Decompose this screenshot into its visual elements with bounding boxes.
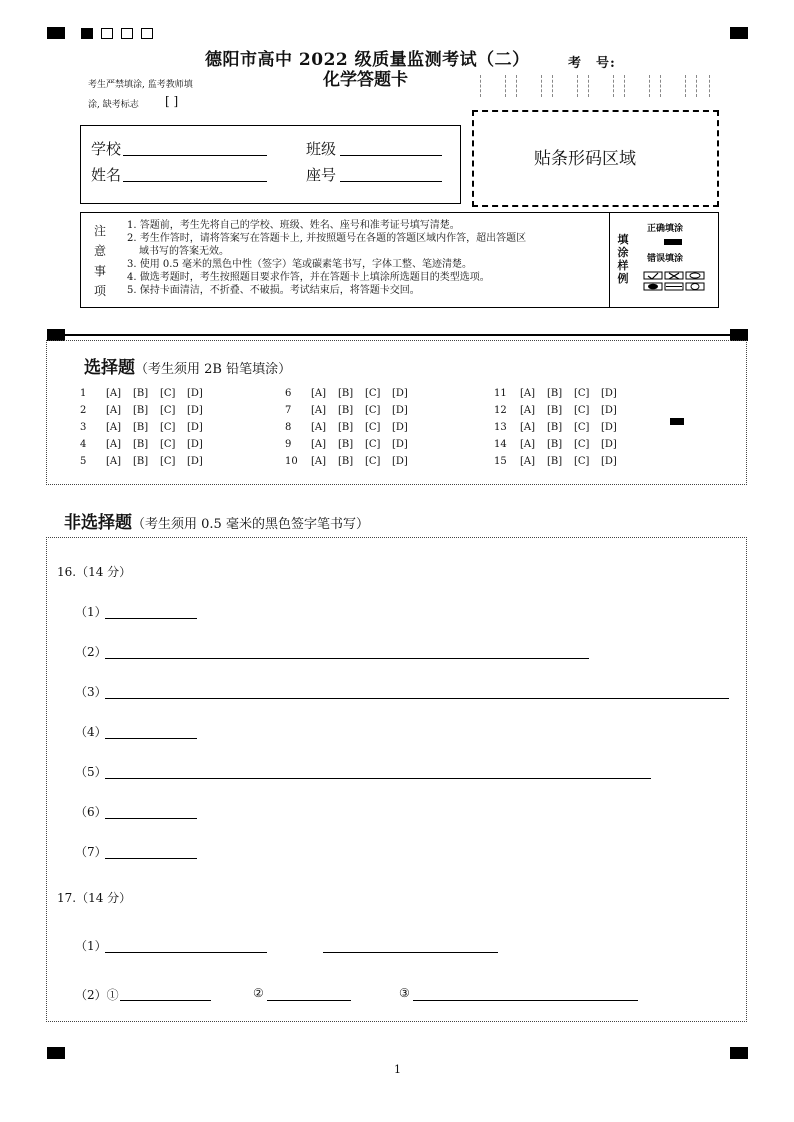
mc-question-row: [80, 456, 214, 467]
mc-option-bubble[interactable]: [C]: [574, 439, 590, 450]
school-field[interactable]: [123, 155, 267, 156]
mc-option-bubble[interactable]: [B]: [133, 456, 149, 467]
q17-part1-answer-a[interactable]: [105, 952, 267, 953]
mc-question-row: [494, 456, 628, 467]
class-field[interactable]: [340, 155, 442, 156]
mc-question-number: 2: [80, 405, 87, 416]
q17-part2-answer-1[interactable]: [120, 1000, 211, 1001]
mc-question-number: 7: [285, 405, 292, 416]
multiple-choice-section: [46, 340, 747, 485]
mc-question-number: 13: [494, 422, 507, 433]
mc-option-bubble[interactable]: [D]: [187, 439, 203, 450]
mc-option-bubble[interactable]: [C]: [365, 388, 381, 399]
q16-part4-answer[interactable]: [105, 738, 197, 739]
mc-option-bubble[interactable]: [D]: [601, 388, 617, 399]
q17-heading: 17.（14 分）: [57, 891, 132, 905]
notice-item-5: 5. 保持卡面清洁，不折叠、不破损。考试结束后，将答题卡交回。: [127, 285, 420, 296]
mc-question-number: 15: [494, 456, 507, 467]
mc-question-number: 9: [285, 439, 292, 450]
mc-option-bubble[interactable]: [B]: [547, 388, 563, 399]
page-number: 1: [394, 1063, 401, 1076]
mc-option-bubble[interactable]: [D]: [601, 456, 617, 467]
mc-question-number: 3: [80, 422, 87, 433]
mc-option-bubble[interactable]: [A]: [311, 388, 327, 399]
wrong-fill-label: 错误填涂: [647, 254, 684, 264]
registration-square-1: [101, 28, 113, 39]
q16-part2-label: （2）: [75, 645, 107, 659]
mc-option-bubble[interactable]: [D]: [392, 388, 408, 399]
q16-part5-answer[interactable]: [105, 778, 651, 779]
teacher-note-line1: 考生严禁填涂, 监考教师填: [88, 80, 193, 90]
mc-question-number: 11: [494, 388, 507, 399]
mc-option-bubble[interactable]: [B]: [133, 439, 149, 450]
mc-option-bubble[interactable]: [D]: [187, 422, 203, 433]
mc-option-bubble[interactable]: [A]: [311, 456, 327, 467]
wrong-fill-samples: [643, 271, 709, 293]
exam-title: 德阳市高中 2022 级质量监测考试（二）: [205, 50, 530, 70]
q17-part2-answer-3[interactable]: [413, 1000, 638, 1001]
name-field[interactable]: [123, 181, 267, 182]
mc-question-row: [285, 456, 419, 467]
mc-question-row: [285, 422, 419, 433]
teacher-note-line2: 涂, 缺考标志: [88, 100, 139, 110]
mc-question-row: [80, 388, 214, 399]
registration-mark-top-small: [81, 28, 93, 39]
notice-item-3: 3. 使用 0.5 毫米的黑色中性（签字）笔或碳素笔书写，字体工整、笔迹清楚。: [127, 259, 472, 270]
mc-option-bubble[interactable]: [C]: [160, 456, 176, 467]
q16-part4-label: （4）: [75, 725, 107, 739]
mc-question-row: [80, 405, 214, 416]
mc-question-row: [494, 405, 628, 416]
mc-question-row: [494, 422, 628, 433]
seat-label: 座号: [306, 166, 337, 184]
class-label: 班级: [306, 140, 337, 158]
subject-title: 化学答题卡: [323, 70, 408, 90]
registration-mark-bottom-right: [730, 1047, 748, 1059]
q16-part3-answer[interactable]: [105, 698, 729, 699]
mc-option-bubble[interactable]: [C]: [160, 422, 176, 433]
school-label: 学校: [91, 140, 122, 158]
mc-question-number: 8: [285, 422, 292, 433]
mc-option-bubble[interactable]: [C]: [574, 388, 590, 399]
mc-option-bubble[interactable]: [B]: [338, 422, 354, 433]
notice-item-2: 2. 考生作答时，请将答案写在答题卡上, 并按照题号在各题的答题区域内作答，超出答题区: [127, 233, 527, 244]
notice-item-2-cont: 域书写的答案无效。: [139, 246, 229, 257]
fill-example-heading: 填 涂 样 例: [617, 233, 629, 285]
mc-question-number: 12: [494, 405, 507, 416]
section-separator: [65, 334, 730, 336]
mc-option-bubble[interactable]: [A]: [520, 422, 536, 433]
mc-option-bubble[interactable]: [D]: [392, 439, 408, 450]
mc-option-bubble[interactable]: [B]: [133, 422, 149, 433]
mc-question-number: 6: [285, 388, 292, 399]
notice-items: [127, 219, 526, 297]
q16-part7-answer[interactable]: [105, 858, 197, 859]
registration-mark-top-left: [47, 27, 65, 39]
registration-square-3: [141, 28, 153, 39]
mc-option-bubble[interactable]: [D]: [392, 422, 408, 433]
mc-timing-mark: [670, 418, 684, 425]
mc-option-bubble[interactable]: [D]: [187, 456, 203, 467]
mc-option-bubble[interactable]: [B]: [547, 439, 563, 450]
mc-option-bubble[interactable]: [A]: [106, 422, 122, 433]
q16-part1-label: （1）: [75, 605, 107, 619]
mc-option-bubble[interactable]: [A]: [520, 439, 536, 450]
mc-option-bubble[interactable]: [B]: [133, 405, 149, 416]
mc-option-bubble[interactable]: [A]: [311, 422, 327, 433]
notice-item-4: 4. 做选考题时，考生按照题目要求作答，并在答题卡上填涂所选题目的类型选项。: [127, 272, 490, 283]
mc-option-bubble[interactable]: [C]: [365, 439, 381, 450]
mc-option-bubble[interactable]: [A]: [311, 405, 327, 416]
q17-part1-answer-b[interactable]: [323, 952, 498, 953]
notice-item-1: 1. 答题前，考生先将自己的学校、班级、姓名、座号和准考证号填写清楚。: [127, 220, 460, 231]
mc-option-bubble[interactable]: [C]: [365, 456, 381, 467]
student-info-box: [80, 125, 461, 204]
non-multiple-choice-title: 非选择题（考生须用 0.5 毫米的黑色签字笔书写）: [64, 513, 369, 533]
mc-option-bubble[interactable]: [C]: [365, 405, 381, 416]
mc-option-bubble[interactable]: [C]: [160, 388, 176, 399]
mc-question-number: 4: [80, 439, 87, 450]
mc-option-bubble[interactable]: [A]: [520, 456, 536, 467]
mc-option-bubble[interactable]: [D]: [392, 405, 408, 416]
mc-option-bubble[interactable]: [C]: [160, 439, 176, 450]
seat-field[interactable]: [340, 181, 442, 182]
mc-option-bubble[interactable]: [D]: [601, 439, 617, 450]
mc-option-bubble[interactable]: [D]: [601, 405, 617, 416]
mc-question-number: 10: [285, 456, 298, 467]
exam-number-label: 考 号:: [568, 56, 616, 71]
mc-option-bubble[interactable]: [A]: [106, 405, 122, 416]
mc-option-bubble[interactable]: [D]: [187, 405, 203, 416]
mc-option-bubble[interactable]: [B]: [338, 388, 354, 399]
q16-part2-answer[interactable]: [105, 658, 589, 659]
q16-part6-answer[interactable]: [105, 818, 197, 819]
q17-part2-answer-2[interactable]: [267, 1000, 351, 1001]
q17-part2-label: （2）①: [75, 988, 119, 1002]
mc-option-bubble[interactable]: [A]: [520, 405, 536, 416]
q16-part1-answer[interactable]: [105, 618, 197, 619]
q16-heading: 16.（14 分）: [57, 565, 132, 579]
mc-option-bubble[interactable]: [B]: [338, 456, 354, 467]
mc-option-bubble[interactable]: [A]: [520, 388, 536, 399]
correct-fill-sample: [664, 239, 682, 245]
barcode-area: [472, 110, 719, 207]
mc-option-bubble[interactable]: [B]: [547, 405, 563, 416]
q17-part2-circle2: ②: [253, 986, 264, 1000]
mc-question-row: [80, 422, 214, 433]
mc-option-bubble[interactable]: [B]: [547, 456, 563, 467]
mc-question-row: [285, 388, 419, 399]
answer-area: [46, 537, 747, 1022]
mc-question-row: [494, 388, 628, 399]
absence-mark-box[interactable]: [ ]: [165, 94, 179, 108]
mc-option-bubble[interactable]: [C]: [574, 422, 590, 433]
mc-option-bubble[interactable]: [D]: [392, 456, 408, 467]
mc-question-row: [494, 439, 628, 450]
mc-option-bubble[interactable]: [D]: [187, 388, 203, 399]
mc-question-number: 14: [494, 439, 507, 450]
mc-option-bubble[interactable]: [B]: [133, 388, 149, 399]
notice-box: [80, 212, 719, 308]
mc-option-bubble[interactable]: [C]: [574, 456, 590, 467]
mc-option-bubble[interactable]: [A]: [311, 439, 327, 450]
mc-option-bubble[interactable]: [A]: [106, 456, 122, 467]
mc-option-bubble[interactable]: [D]: [601, 422, 617, 433]
mc-option-bubble[interactable]: [B]: [338, 439, 354, 450]
mc-option-bubble[interactable]: [C]: [574, 405, 590, 416]
q16-part6-label: （6）: [75, 805, 107, 819]
correct-fill-label: 正确填涂: [647, 224, 684, 234]
name-label: 姓名: [91, 166, 122, 184]
q16-part7-label: （7）: [75, 845, 107, 859]
q16-part3-label: （3）: [75, 685, 107, 699]
mc-question-number: 5: [80, 456, 87, 467]
mc-question-row: [80, 439, 214, 450]
mc-question-row: [285, 405, 419, 416]
registration-mark-bottom-left: [47, 1047, 65, 1059]
multiple-choice-title: 选择题（考生须用 2B 铅笔填涂）: [84, 358, 292, 378]
registration-square-2: [121, 28, 133, 39]
mc-question-row: [285, 439, 419, 450]
q17-part2-circle3: ③: [399, 986, 410, 1000]
mc-option-bubble[interactable]: [C]: [160, 405, 176, 416]
notice-divider: [609, 213, 610, 307]
mc-question-number: 1: [80, 388, 87, 399]
notice-heading: 注 意 事 项: [93, 224, 106, 298]
mc-option-bubble[interactable]: [B]: [547, 422, 563, 433]
q17-part1-label: （1）: [75, 939, 107, 953]
mc-option-bubble[interactable]: [B]: [338, 405, 354, 416]
barcode-label: 贴条形码区域: [534, 149, 636, 169]
registration-mark-top-right: [730, 27, 748, 39]
mc-option-bubble[interactable]: [C]: [365, 422, 381, 433]
mc-option-bubble[interactable]: [A]: [106, 388, 122, 399]
q16-part5-label: （5）: [75, 765, 107, 779]
mc-option-bubble[interactable]: [A]: [106, 439, 122, 450]
